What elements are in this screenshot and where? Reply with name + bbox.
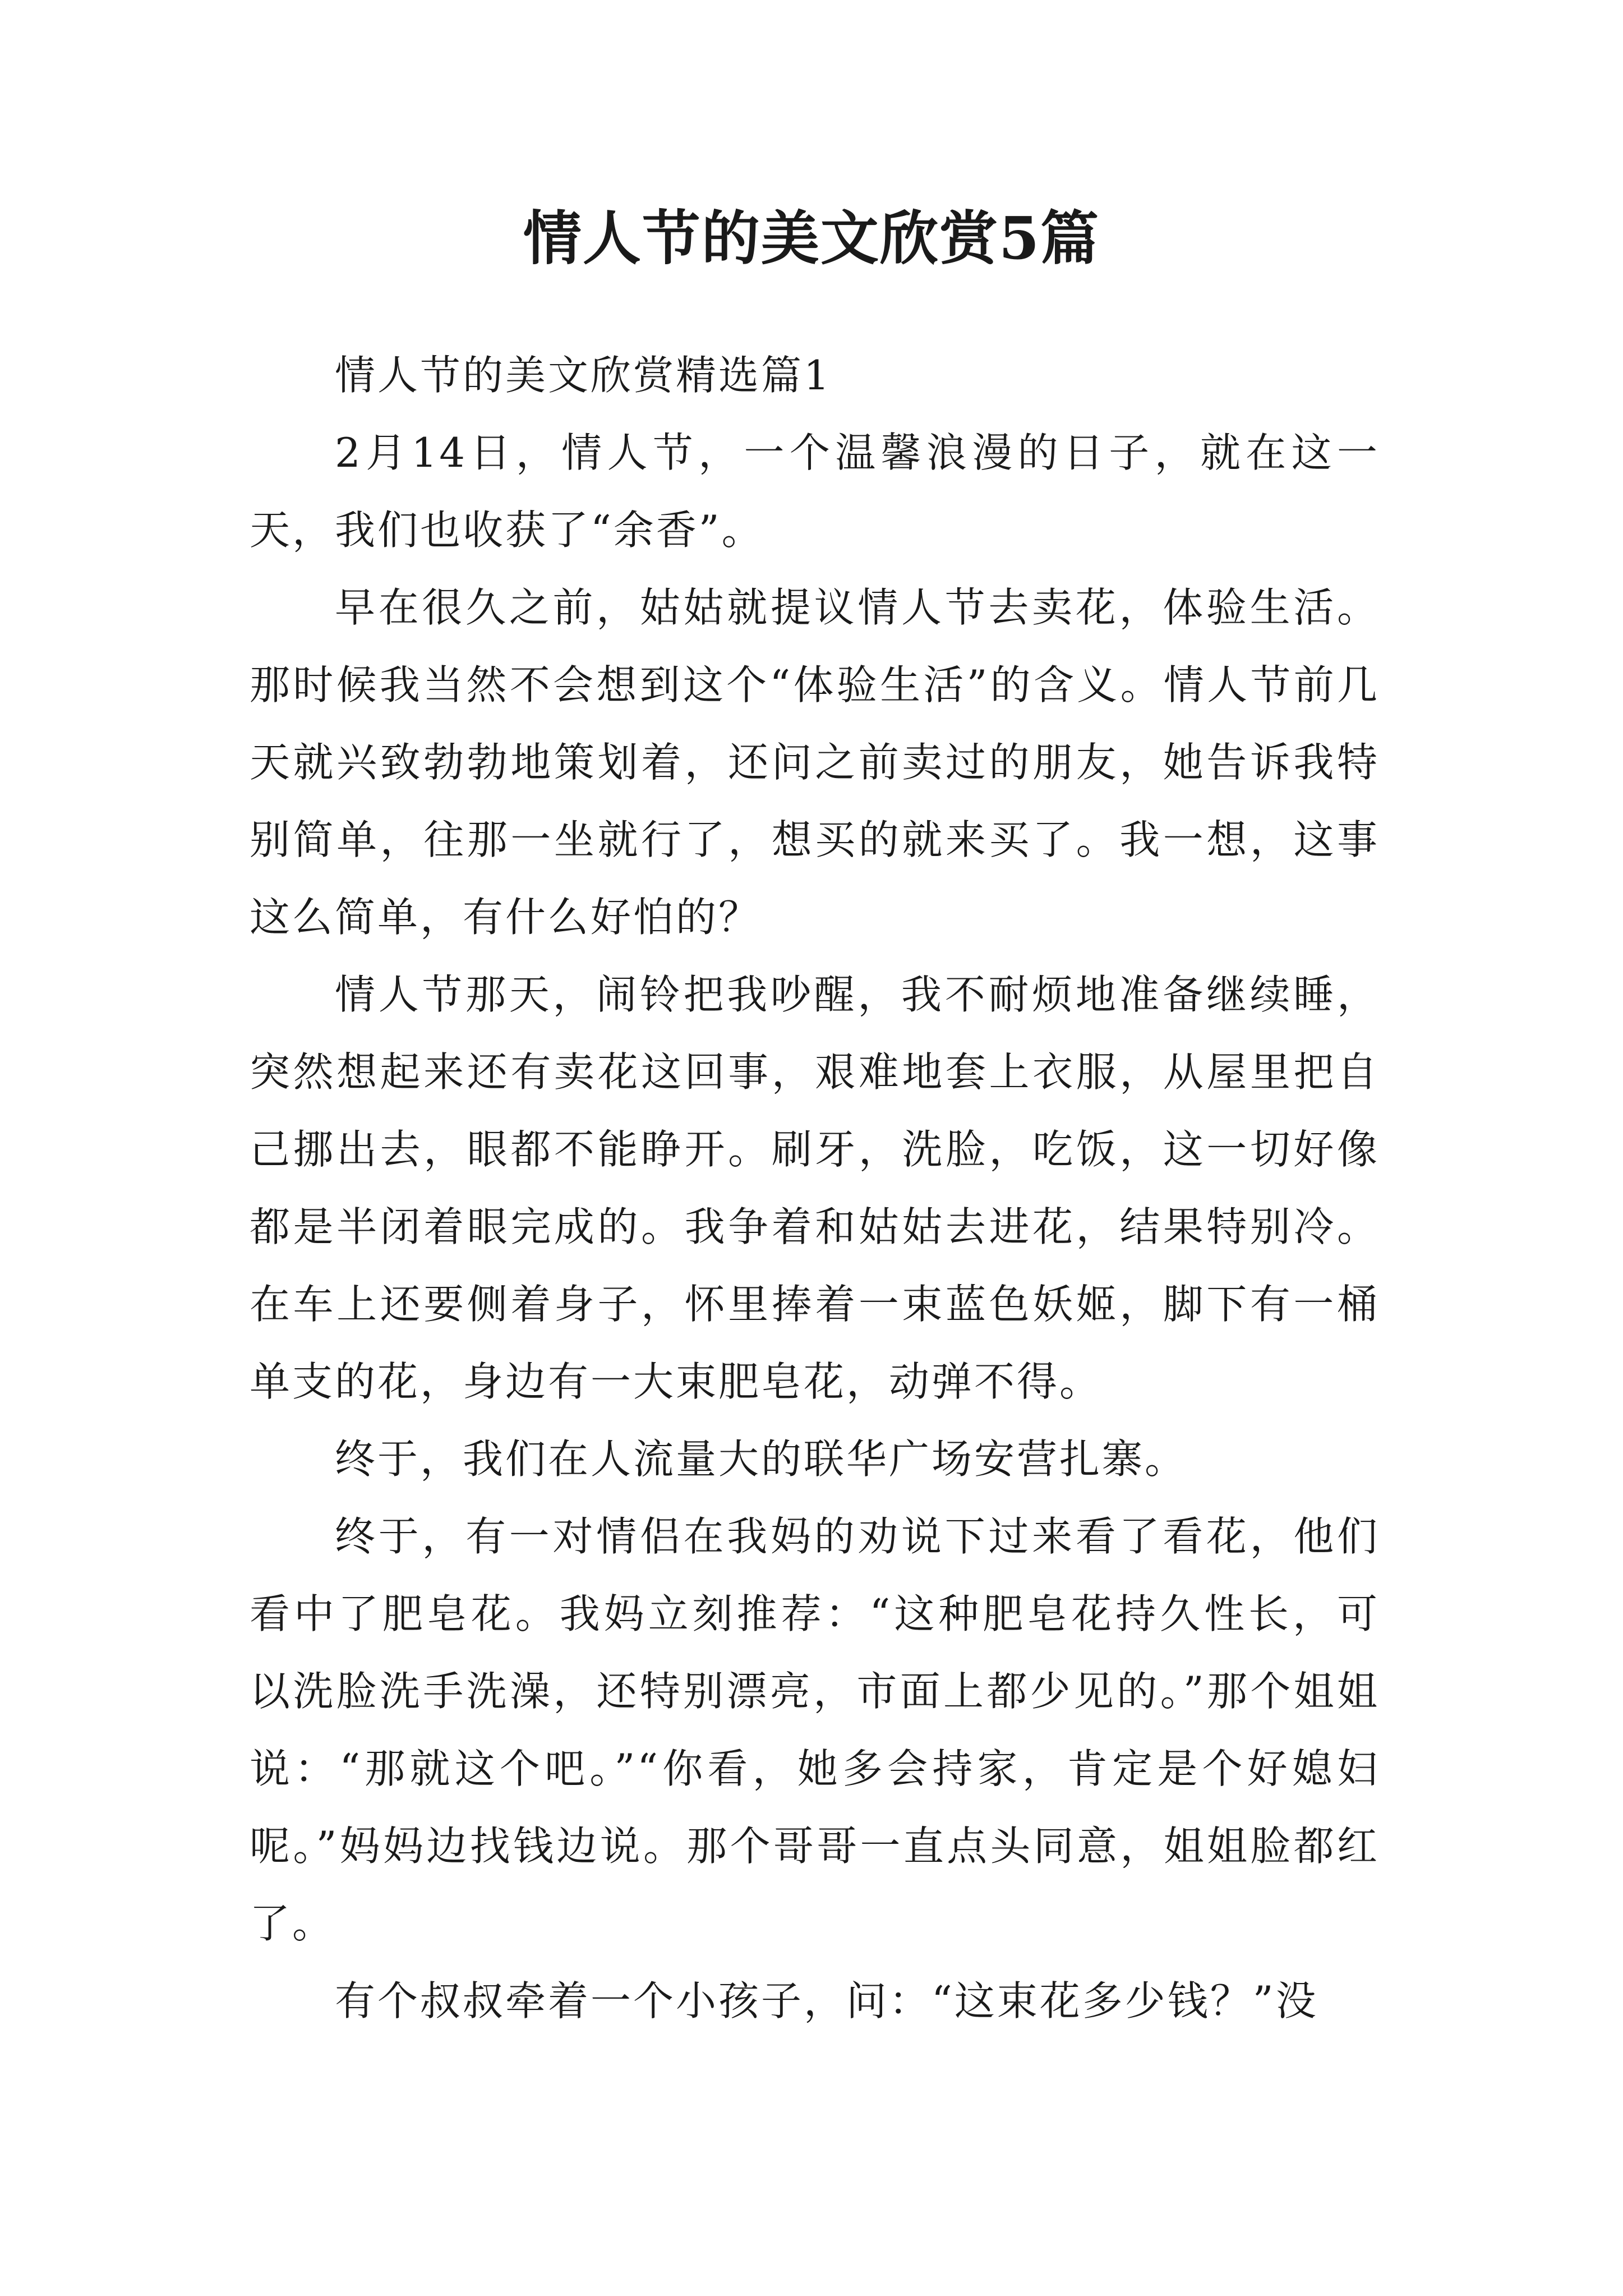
- section-heading: 情人节的美文欣赏精选篇1: [335, 352, 832, 399]
- paragraph: 终于，我们在人流量大的联华广场安营扎寨。: [335, 1435, 1188, 1483]
- paragraph: 有个叔叔牵着一个小孩子，问：“这束花多少钱？”没: [335, 1977, 1318, 2024]
- paragraph: 终于，有一对情侣在我妈的劝说下过来看了看花，他们看中了肥皂花。我妈立刻推荐：“这种肥皂花持久性长，可以洗脸洗手洗澡，还特别漂亮，市面上都少见的。”那个姐姐说：“那就这个吧。”“你看，她多会持家，肯定是个好媳妇呢。”妈妈边找钱边说。那个哥哥一直点头同意，姐姐脸都红了。: [250, 1513, 1380, 1947]
- document-title: 情人节的美文欣赏5篇: [523, 204, 1100, 273]
- paragraph: 情人节那天，闹铃把我吵醒，我不耐烦地准备继续睡，突然想起来还有卖花这回事，艰难地套上衣服，从屋里把自己挪出去，眼都不能睁开。刷牙，洗脸，吃饭，这一切好像都是半闭着眼完成的。我争着和姑姑去进花，结果特别冷。在车上还要侧着身子，怀里捧着一束蓝色妖姬，脚下有一桶单支的花，身边有一大束肥皂花，动弹不得。: [250, 971, 1380, 1405]
- paragraph: 2月14日，情人节，一个温馨浪漫的日子，就在这一天，我们也收获了“余香”。: [250, 429, 1380, 554]
- document-body: [250, 337, 1380, 2040]
- paragraph: 早在很久之前，姑姑就提议情人节去卖花，体验生活。那时候我当然不会想到这个“体验生活”的含义。情人节前几天就兴致勃勃地策划着，还问之前卖过的朋友，她告诉我特别简单，往那一坐就行了，想买的就来买了。我一想，这事这么简单，有什么好怕的？: [250, 584, 1380, 941]
